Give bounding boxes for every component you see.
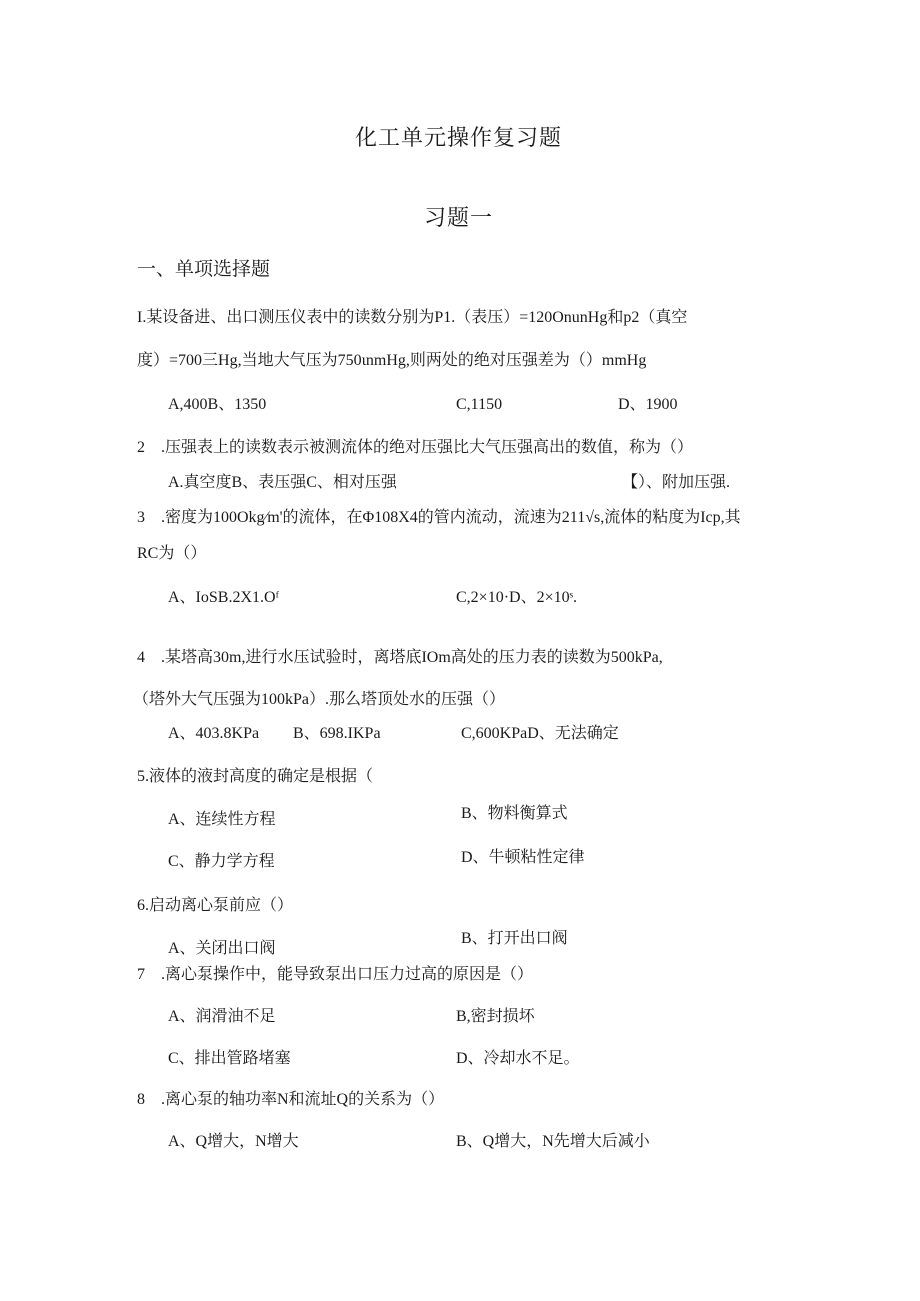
question-7-option-b: B,密封损坏 <box>456 1008 535 1025</box>
document-title: 化工单元操作复习题 <box>355 126 563 151</box>
section-heading: 一、单项选择题 <box>137 258 271 280</box>
question-2-option-abc: A.真空度B、表压强C、相对压强 <box>168 474 397 491</box>
question-5-text: 5.液体的液封高度的确定是根据（ <box>137 768 374 785</box>
question-8-text: 8 .离心泵的轴功率N和流址Q的关系为（） <box>137 1091 445 1108</box>
question-4-option-a: A、403.8KPa <box>168 725 260 742</box>
question-7-option-d: D、冷却水不足。 <box>456 1050 580 1067</box>
question-6-option-a: A、关闭出口阀 <box>168 940 276 957</box>
question-5-option-c: C、静力学方程 <box>168 853 275 870</box>
question-1-line-1: I.某设备进、出口测压仪表中的读数分别为P1.（表压）=120OnunHg和p2（真空 <box>137 309 688 326</box>
question-4-option-b: B、698.IKPa <box>293 725 381 742</box>
question-8-option-a: A、Q增大，N增大 <box>168 1133 299 1150</box>
question-1-option-ab: A,400B、1350 <box>168 396 267 413</box>
question-4-line-2: （塔外大气压强为100kPa）.那么塔顶处水的压强（） <box>133 691 506 708</box>
question-4-option-cd: C,600KPaD、无法确定 <box>461 725 619 742</box>
question-5-option-b: B、物料衡算式 <box>461 805 568 822</box>
question-7-option-a: A、润滑油不足 <box>168 1008 276 1025</box>
question-6-option-b: B、打开出口阀 <box>461 930 568 947</box>
question-3-line-2: RC为（） <box>137 545 207 562</box>
question-3-option-ab: A、IoSB.2X1.Oᶠ <box>168 589 279 606</box>
question-5-option-a: A、连续性方程 <box>168 811 276 828</box>
question-1-line-2: 度）=700三Hg,当地大气压为750ιnmHg,则两处的绝对压强差为（）mmHg <box>137 352 647 369</box>
question-7-option-c: C、排出管路堵塞 <box>168 1050 291 1067</box>
question-7-text: 7 .离心泵操作中，能导致泵出口压力过高的原因是（） <box>137 966 534 983</box>
question-2-option-d: 【）、附加压强. <box>622 474 731 491</box>
question-1-option-c: C,1150 <box>456 396 503 413</box>
question-3-option-cd: C,2×10·D、2×10ˢ. <box>456 589 578 606</box>
question-1-option-d: D、1900 <box>618 396 678 413</box>
question-3-line-1: 3 .密度为100Okg∕m'的流体，在Φ108X4的管内流动，流速为211√s,流体的粘度为Icp,其 <box>137 509 741 526</box>
question-6-text: 6.启动离心泵前应（） <box>137 897 294 914</box>
question-8-option-b: B、Q增大，N先增大后减小 <box>456 1133 650 1150</box>
exercise-heading: 习题一 <box>424 206 494 231</box>
question-4-line-1: 4 .某塔高30m,进行水压试验时，离塔底IOm高处的压力表的读数为500kPa, <box>137 649 663 666</box>
question-5-option-d: D、牛顿粘性定律 <box>461 849 585 866</box>
question-2-text: 2 .压强表上的读数表示被测流体的绝对压强比大气压强高出的数值，称为（） <box>137 439 694 456</box>
